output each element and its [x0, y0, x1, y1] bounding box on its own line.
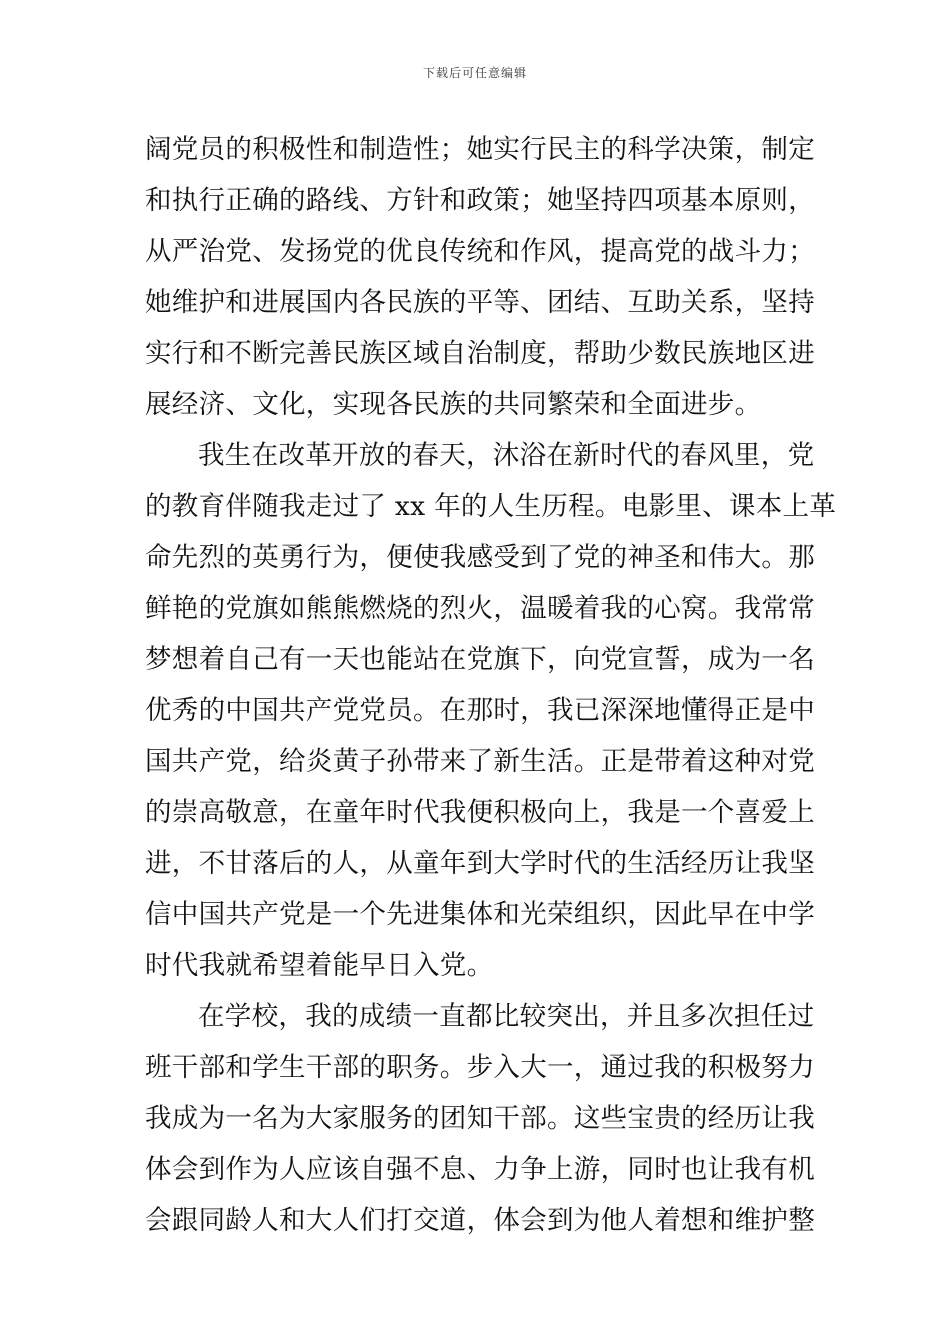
- paragraph-3: [145, 991, 815, 1246]
- text-line: 时代我就希望着能早日入党。: [145, 950, 494, 981]
- text-line: 梦想着自己有一天也能站在党旗下，向党宣誓，成为一名: [145, 644, 815, 675]
- page-header: 下载后可任意编辑: [422, 66, 527, 80]
- text-line: 国共产党，给炎黄子孙带来了新生活。正是带着这种对党: [145, 746, 815, 777]
- text-line: 命先烈的英勇行为，便使我感受到了党的神圣和伟大。那: [145, 542, 815, 573]
- text-line: 的教育伴随我走过了 xx 年的人生历程。电影里、课本上革: [145, 491, 837, 522]
- document-body: [145, 124, 837, 1246]
- text-line: 和执行正确的路线、方针和政策；她坚持四项基本原则，: [145, 185, 815, 216]
- text-line-indented: 我生在改革开放的春天，沐浴在新时代的春风里，党: [198, 440, 815, 471]
- text-line: 进，不甘落后的人，从童年到大学时代的生活经历让我坚: [145, 848, 815, 879]
- text-line: 的崇高敬意，在童年时代我便积极向上，我是一个喜爱上: [145, 797, 815, 828]
- text-line: 体会到作为人应该自强不息、力争上游，同时也让我有机: [145, 1154, 815, 1185]
- text-line: 我成为一名为大家服务的团知干部。这些宝贵的经历让我: [145, 1103, 815, 1134]
- text-line: 班干部和学生干部的职务。步入大一，通过我的积极努力: [145, 1052, 815, 1083]
- text-line: 信中国共产党是一个先进集体和光荣组织，因此早在中学: [145, 899, 815, 930]
- text-line-indented: 在学校，我的成绩一直都比较突出，并且多次担任过: [198, 1001, 815, 1032]
- paragraph-1: [145, 124, 815, 430]
- text-line: 她维护和进展国内各民族的平等、团结、互助关系，坚持: [145, 287, 815, 318]
- paragraph-2: [145, 430, 837, 991]
- text-line: 展经济、文化，实现各民族的共同繁荣和全面进步。: [145, 389, 762, 420]
- text-line: 优秀的中国共产党党员。在那时，我已深深地懂得正是中: [145, 695, 815, 726]
- text-line: 鲜艳的党旗如熊熊燃烧的烈火，温暖着我的心窝。我常常: [145, 593, 815, 624]
- text-line: 阔党员的积极性和制造性；她实行民主的科学决策，制定: [145, 134, 815, 165]
- text-line: 从严治党、发扬党的优良传统和作风，提高党的战斗力；: [145, 236, 815, 267]
- text-line: 会跟同龄人和大人们打交道，体会到为他人着想和维护整: [145, 1205, 815, 1236]
- text-line: 实行和不断完善民族区域自治制度，帮助少数民族地区进: [145, 338, 815, 369]
